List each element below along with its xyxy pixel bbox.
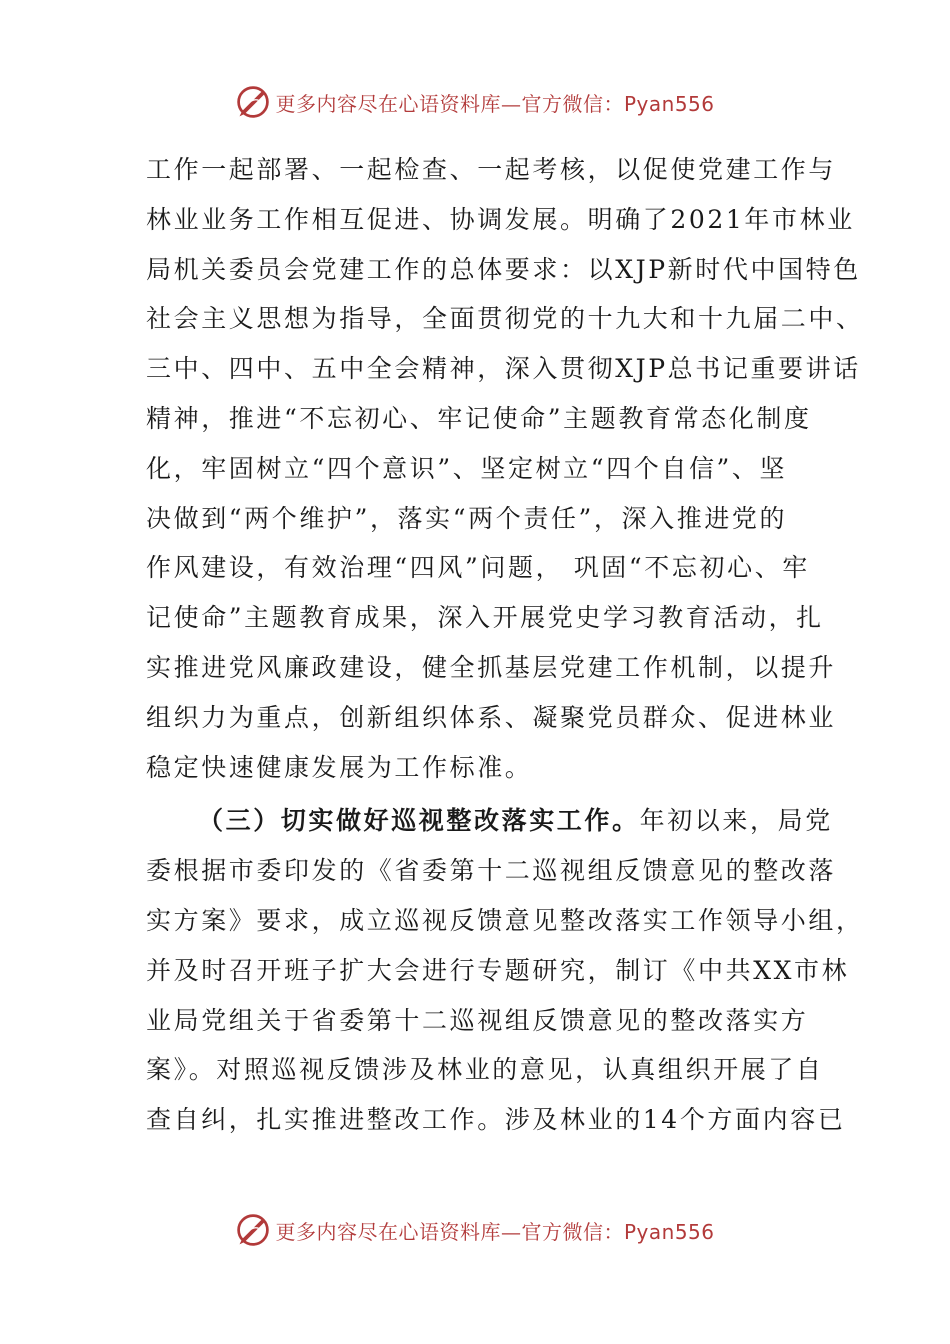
- paragraph-line: 业局党组关于省委第十二巡视组反馈意见的整改落实方: [146, 1005, 809, 1035]
- header-banner-wechat: Pyan556: [623, 91, 715, 116]
- paragraph-line: 作风建设，有效治理“四风”问题， 巩固“不忘初心、牢: [146, 553, 810, 583]
- header-banner: [0, 82, 950, 122]
- paragraph-line: 案》。对照巡视反馈涉及林业的意见，认真组织开展了自: [146, 1055, 824, 1085]
- paragraph-line: 组织力为重点，创新组织体系、凝聚党员群众、促进林业: [146, 702, 837, 732]
- section-heading: （三）切实做好巡视整改落实工作。: [198, 806, 640, 836]
- footer-banner-prefix: 更多内容尽在心语资料库—官方微信：: [275, 1219, 624, 1244]
- paragraph-line: 工作一起部署、一起检查、一起考核，以促使党建工作与: [146, 155, 837, 184]
- pen-logo-icon: [235, 84, 271, 120]
- footer-banner-text: [275, 1216, 714, 1245]
- paragraph-line: 决做到“两个维护”，落实“两个责任”，深入推进党的: [146, 503, 788, 533]
- paragraph-line: 实方案》要求，成立巡视反馈意见整改落实工作领导小组，: [146, 905, 864, 935]
- paragraph-line: 委根据市委印发的《省委第十二巡视组反馈意见的整改落: [146, 856, 837, 886]
- footer-banner-wechat: Pyan556: [623, 1219, 715, 1244]
- header-banner-text: [275, 88, 714, 117]
- paragraph-line: 查自纠，扎实推进整改工作。涉及林业的14个方面内容已: [146, 1105, 846, 1135]
- paragraph-line: 化，牢固树立“四个意识”、坚定树立“四个自信”、坚: [146, 453, 788, 483]
- paragraph-line: 局机关委员会党建工作的总体要求：以XJP新时代中国特色: [146, 254, 861, 284]
- document-body: [146, 145, 864, 1145]
- paragraph-first-line: [146, 796, 833, 846]
- pen-logo-icon: [235, 1212, 271, 1248]
- paragraph-line: 记使命”主题教育成果，深入开展党史学习教育活动，扎: [146, 603, 824, 633]
- footer-banner: [0, 1210, 950, 1250]
- paragraph-line: 精神，推进“不忘初心、牢记使命”主题教育常态化制度: [146, 403, 812, 433]
- paragraph-2: [146, 796, 864, 1145]
- paragraph-1: [146, 145, 864, 792]
- paragraph-line: 稳定快速健康发展为工作标准。: [146, 752, 533, 782]
- paragraph-line: 实推进党风廉政建设，健全抓基层党建工作机制，以提升: [146, 652, 837, 682]
- paragraph-line: 并及时召开班子扩大会进行专题研究，制订《中共XX市林: [146, 955, 850, 985]
- heading-continuation: 年初以来，局党: [639, 806, 833, 836]
- paragraph-line: 社会主义思想为指导，全面贯彻党的十九大和十九届二中、: [146, 304, 864, 334]
- paragraph-line: 三中、四中、五中全会精神，深入贯彻XJP总书记重要讲话: [146, 354, 861, 384]
- paragraph-line: 林业业务工作相互促进、协调发展。明确了2021年市林业: [146, 204, 855, 234]
- header-banner-prefix: 更多内容尽在心语资料库—官方微信：: [275, 91, 624, 116]
